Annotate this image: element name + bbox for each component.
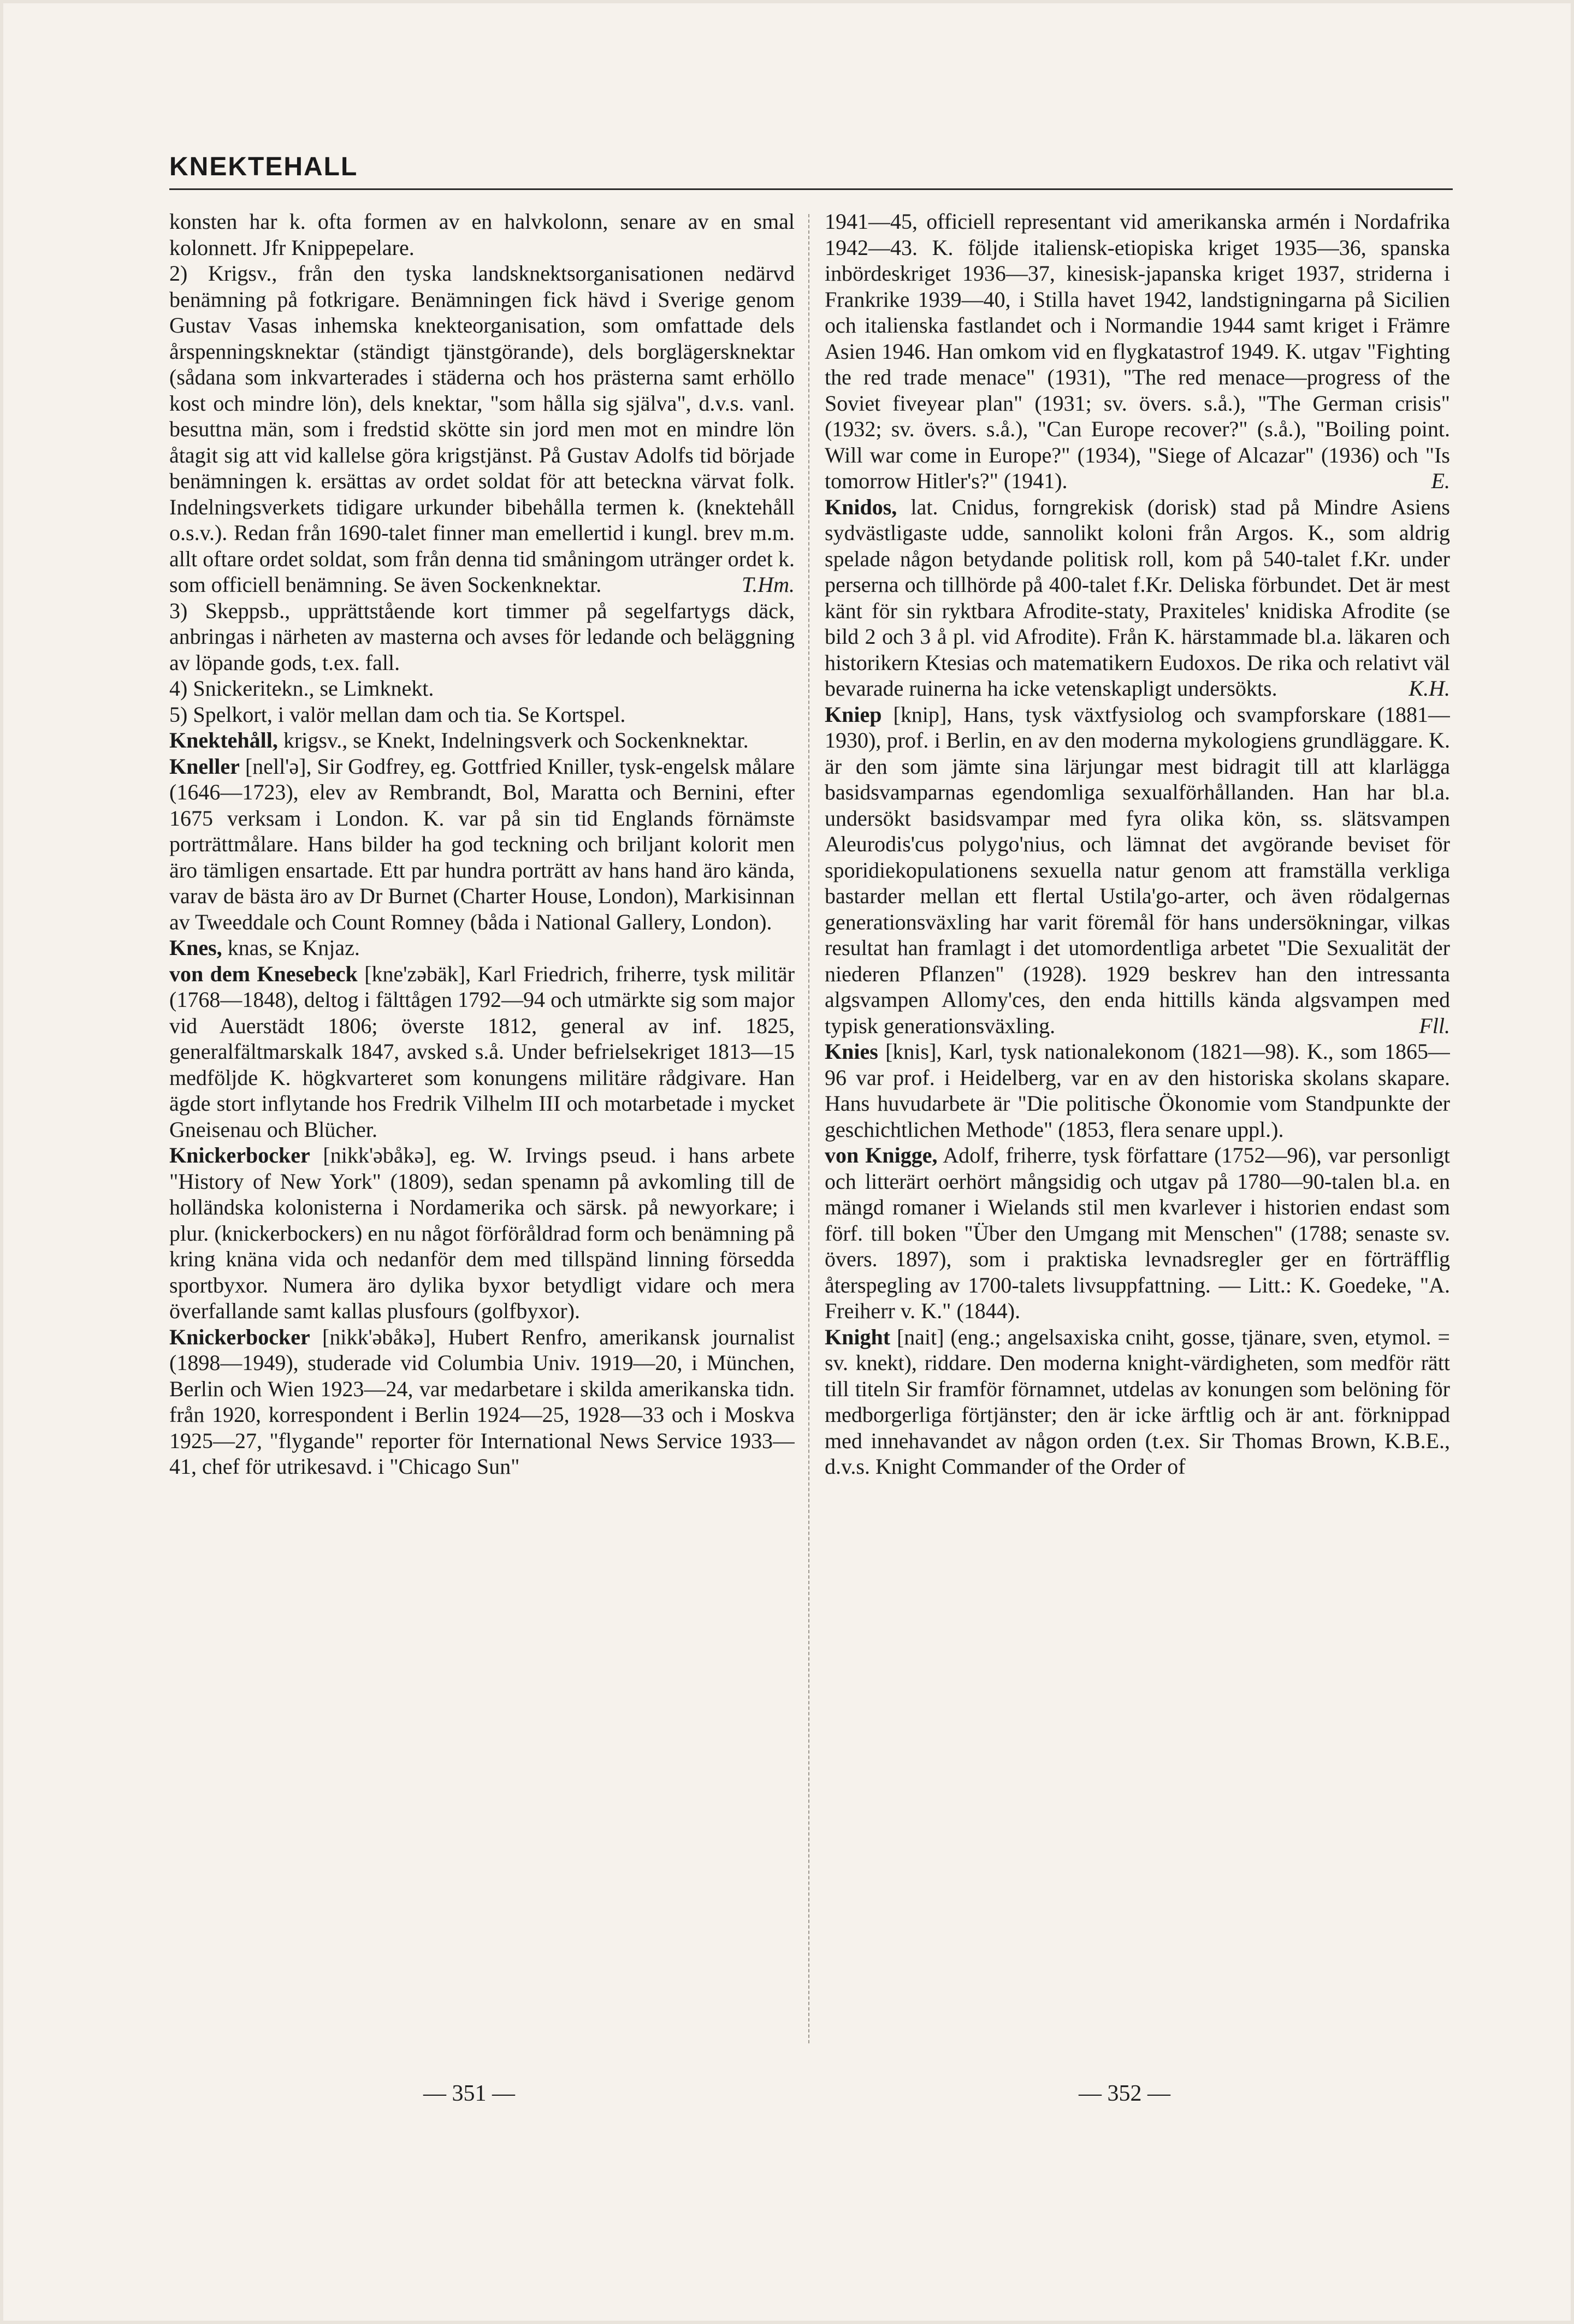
author-signature: Fll. <box>1419 1013 1450 1038</box>
headword: von dem Knesebeck <box>169 961 358 986</box>
headword: Knickerbocker <box>169 1143 310 1167</box>
entry: Knidos, lat. Cnidus, forngrekisk (dorisk) stad på Mindre Asiens sydvästligaste udde, sannolikt koloni från Argos. K., som aldrig spelade någon betydande politisk roll, kom på 540-talet f.Kr. under perserna och tillhörde på 400-talet f.Kr. Deliska förbundet. Det är mest känt för sin ryktbara Afrodite-staty, Praxiteles' knidiska Afrodite (se bild 2 och 3 å pl. vid Afrodite). Från K. härstammade bl.a. läkaren och historikern Ktesias och matematikern Eudoxos. De rika och relativt väl bevarade ruinerna ha icke vetenskapligt undersökts. K.H. <box>825 494 1450 701</box>
headword: Kneller <box>169 754 240 779</box>
entry: 4) Snickeritekn., se Limknekt. <box>169 676 434 701</box>
headword: Knektehåll, <box>169 728 278 752</box>
author-signature: E. <box>1431 469 1450 493</box>
headword: Knies <box>825 1039 878 1064</box>
page-number-right: — 352 — <box>1079 2081 1170 2106</box>
entry: 5) Spelkort, i valör mellan dam och tia. Se Kortspel. <box>169 702 626 727</box>
entry: 3) Skeppsb., upprättstående kort timmer på segelfartygs däck, anbringas i närheten av masterna och avses för ledande och beläggning av löpande gods, t.ex. fall. <box>169 598 795 675</box>
entry: Knickerbocker [nikk'əbåkə], eg. W. Irvings pseud. i hans arbete "History of New York" (1809), sedan spenamn på avkomling till de holländska kolonisterna i Nordamerika och särsk. på newyorkare; i plur. (knickerbockers) en nu något förföråldrad form och benämning på kring knäna vida och nedanför dem med tillspänd linning försedda sportbyxor. Numera äro dylika byxor betydligt vidare och mera överfallande samt kallas plusfours (golfbyxor). <box>169 1143 795 1323</box>
entry: Knes, knas, se Knjaz. <box>169 935 360 960</box>
entry: von Knigge, Adolf, friherre, tysk författare (1752—96), var personligt och litterärt oerhört mångsidig och utgav på 1780—90-talen bl.a. en mängd romaner i Wielands stil men kvarlever i historien endast som förf. till boken "Über den Umgang mit Menschen" (1788; senaste sv. övers. 1897), som i praktiska levnadsregler ger en förträfflig återspegling av 1700-talets livsuppfattning. — Litt.: K. Goedeke, "A. Freiherr v. K." (1844). <box>825 1143 1450 1323</box>
running-header: KNEKTEHALL <box>169 152 358 181</box>
entry: Knickerbocker [nikk'əbåkə], Hubert Renfro, amerikansk journalist (1898—1949), studerade vid Columbia Univ. 1919—20, i München, Berlin och Wien 1923—24, var medarbetare i skilda amerikanska tidn. från 1920, korrespondent i Berlin 1924—25, 1928—33 och i Moskva 1925—27, "flygande" reporter för International News Service 1933—41, chef för utrikesavd. i "Chicago Sun" <box>169 1324 795 1479</box>
page-number-left: — 351 — <box>423 2081 515 2106</box>
entry: Knies [knis], Karl, tysk nationalekonom (1821—98). K., som 1865—96 var prof. i Heidelberg, var en av den historiska skolans skapare. Hans huvudarbete är "Die politische Ökonomie vom Standpunkte der geschichtlichen Methode" (1853, flera senare uppl.). <box>825 1039 1450 1142</box>
entry: von dem Knesebeck [kne'zəbäk], Karl Friedrich, friherre, tysk militär (1768—1848), deltog i fälttågen 1792—94 och utmärkte sig som major vid Auerstädt 1806; överste 1812, general av inf. 1825, generalfältmarskalk 1847, avsked s.å. Under befrielsekriget 1813—15 medföljde K. högkvarteret som konungens militäre rådgivare. Han ägde stort inflytande hos Fredrik Vilhelm III och motarbetade i mycket Gneisenau och Blücher. <box>169 961 795 1142</box>
right-column <box>825 209 1450 2049</box>
header-rule <box>169 188 1453 190</box>
column-divider <box>808 214 810 2043</box>
headword: von Knigge, <box>825 1143 938 1167</box>
entry: Kniep [knip], Hans, tysk växtfysiolog och svampforskare (1881—1930), prof. i Berlin, en av den moderna mykologiens grundläggare. K. är den som jämte sina lärjungar mest bidragit till att klarlägga basidsvamparnas egendomliga sexualförhållanden. Han har bl.a. undersökt basidsvampar med fyra olika kön, ss. slätsvampen Aleurodis'cus polygo'nius, och lämnat det avgörande beviset för sporidiekopulationens sexuella natur genom att framställa verkliga bastarder mellan ett flertal Ustila'go-arter, och även rödalgernas generationsväxling har varit föremål för hans undersökningar, vilkas resultat han framlagt i det utomordentliga arbetet "Die Sexualität der niederen Pflanzen" (1928). 1929 beskrev han den intressanta algsvampen Allomy'ces, den enda hittills kända algsvampen med typisk generationsväxling. Fll. <box>825 702 1450 1038</box>
author-signature: K.H. <box>1409 676 1450 701</box>
entry: Knight [nait] (eng.; angelsaxiska cniht, gosse, tjänare, sven, etymol. = sv. knekt), riddare. Den moderna knight-värdigheten, som medför rätt till titeln Sir framför förnamnet, utdelas av konungen som belöning för medborgerliga förtjänster; den är icke ärftlig och är ant. förknippad med innehavandet av någon orden (t.ex. Sir Thomas Brown, K.B.E., d.v.s. Knight Commander of the Order of <box>825 1324 1450 1479</box>
entry: 2) Krigsv., från den tyska landsknektsorganisationen nedärvd benämning på fotkrigare. Benämningen fick hävd i Sverige genom Gustav Vasas inhemska knekteorganisation, som omfattade dels årspenningsknektar (ständigt tjänstgörande), dels borglägersknektar (sådana som inkvarterades i städerna och hos prästerna samt erhöllo kost och mindre lön), dels knektar, "som hålla sig själva", d.v.s. vanl. besuttna män, som i fredstid skötte sin jord men mot en mindre lön åtagit sig att vid kallelse göra krigstjänst. På Gustav Adolfs tid började benämningen k. ersättas av ordet soldat för att beteckna värvat folk. Indelningsverkets tidigare urkunder bibehålla termen k. (knektehåll o.s.v.). Redan från 1690-talet finner man emellertid i kungl. brev m.m. allt oftare ordet soldat, som från denna tid småningom utränger ordet k. som officiell benämning. Se även Sockenknektar. T.Hm. <box>169 261 795 597</box>
entry: 1941—45, officiell representant vid amerikanska armén i Nordafrika 1942—43. K. följde italiensk-etiopiska kriget 1935—36, spanska inbördeskriget 1936—37, kinesisk-japanska kriget 1937, striderna i Frankrike 1939—40, i Stilla havet 1942, landstigningarna på Sicilien och italienska fastlandet och i Normandie 1944 samt kriget i Främre Asien 1946. Han omkom vid en flygkatastrof 1949. K. utgav "Fighting the red trade menace" (1931), "The red menace—progress of the Soviet fiveyear plan" (1931; sv. övers. s.å.), "The German crisis" (1932; sv. övers. s.å.), "Can Europe recover?" (s.å.), "Boiling point. Will war come in Europe?" (1934), "Siege of Alcazar" (1936) och "Is tomorrow Hitler's?" (1941). E. <box>825 209 1450 493</box>
entry: konsten har k. ofta formen av en halvkolonn, senare av en smal kolonnett. Jfr Knippepelare. <box>169 209 795 260</box>
left-column <box>169 209 795 2049</box>
headword: Knight <box>825 1324 891 1349</box>
headword: Kniep <box>825 702 882 727</box>
entry: Knektehåll, krigsv., se Knekt, Indelningsverk och Sockenknektar. <box>169 728 749 752</box>
headword: Knidos, <box>825 494 897 519</box>
entry: Kneller [nell'ə], Sir Godfrey, eg. Gottfried Kniller, tysk-engelsk målare (1646—1723), elev av Rembrandt, Bol, Maratta och Bernini, efter 1675 verksam i London. K. var på sin tid Englands förnämste porträttmålare. Hans bilder ha god teckning och briljant kolorit men äro tämligen ensartade. Ett par hundra porträtt av hans hand äro kända, varav de bästa äro av Dr Burnet (Charter House, London), Markisinnan av Tweeddale och Count Romney (båda i National Gallery, London). <box>169 754 795 934</box>
author-signature: T.Hm. <box>741 572 795 597</box>
headword: Knickerbocker <box>169 1324 310 1349</box>
headword: Knes, <box>169 935 222 960</box>
